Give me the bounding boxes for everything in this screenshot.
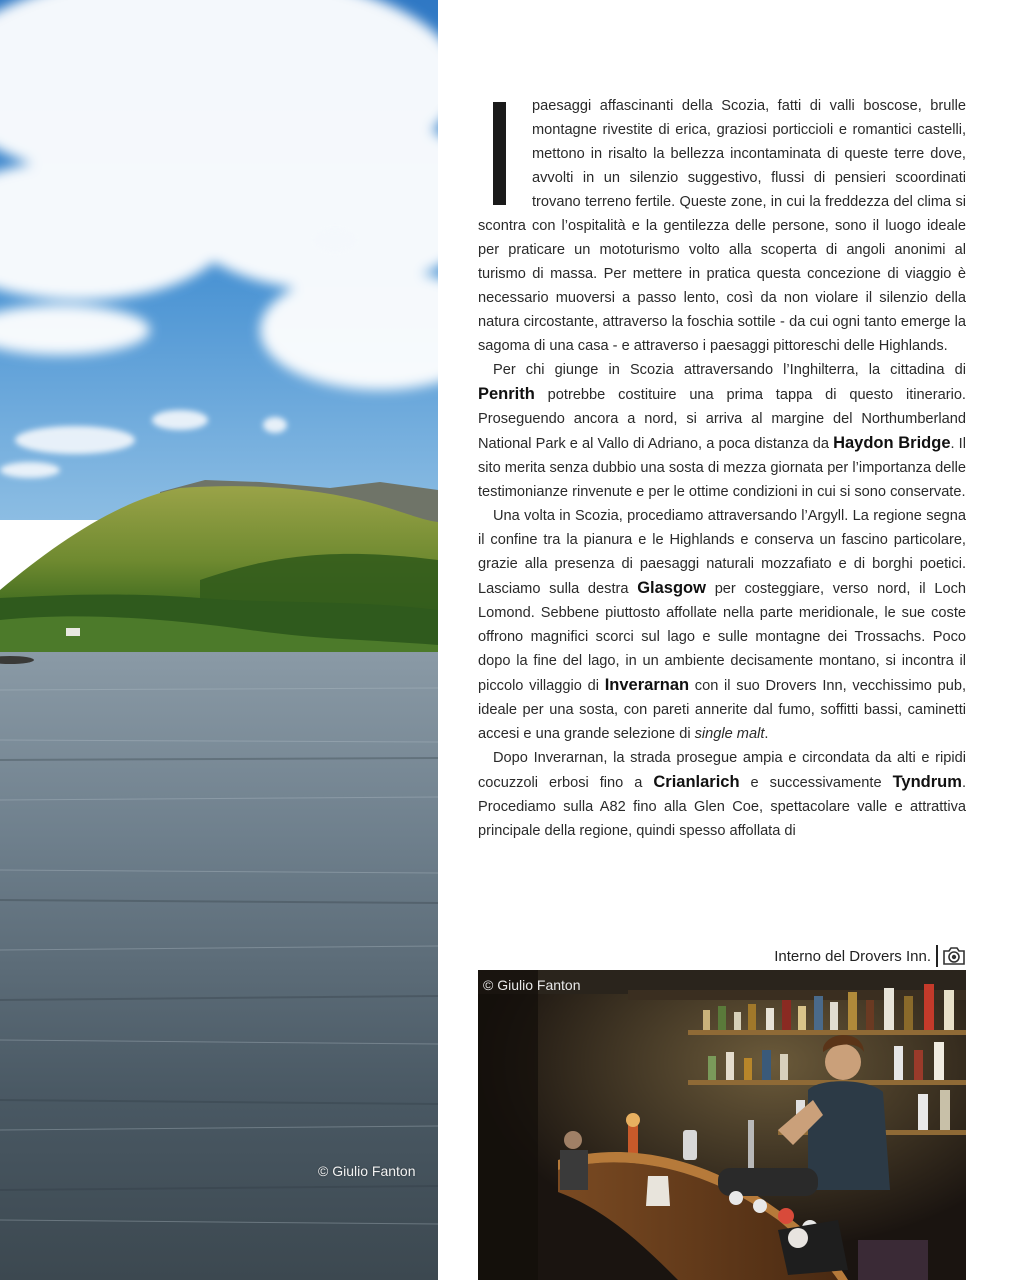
article-paragraph: paesaggi affascinanti della Scozia, fatti di valli boscose, brulle montagne rivestite di erica, graziosi porticcioli e romantici castelli, mettono in risalto la bellezza incontaminata di queste terre dove, avvolti in un silenzio suggestivo, flussi di pensieri scoordinati trovano terreno fertile. Queste zone, in cui la freddezza del clima si scontra con l’ospitalità e la gentilezza delle persone, sono il luogo ideale per praticare un mototurismo volto alla scoperta di angoli anonimi al turismo di massa. Per mettere in pratica questa concezione di viaggio è necessario muoversi a passo lento, così da non violare il silenzio della natura circostante, attraverso la foschia sottile - da cui ogni tanto emerge la sagoma di una casa - e attraverso i paesaggi pittoreschi delle Highlands. <box>478 98 966 354</box>
dropcap-letter <box>493 102 506 205</box>
caption-divider <box>936 945 938 967</box>
caption-text: Interno del Drovers Inn. <box>774 948 931 965</box>
article-body <box>478 94 966 843</box>
photo-credit-left: © Giulio Fanton <box>318 1163 416 1179</box>
article-paragraph: Dopo Inverarnan, la strada prosegue ampia e circondata da alti e ripidi cocuzzoli erbosi fino a Crianlarich e successivamente Tyndrum. Procediamo sulla A82 fino alla Glen Coe, spettacolare valle e attrattiva principale della regione, quindi spesso affollata di <box>478 750 966 839</box>
place-name: Haydon Bridge <box>833 434 951 452</box>
place-name: Crianlarich <box>653 773 740 791</box>
place-name: Tyndrum <box>892 773 962 791</box>
place-name: Inverarnan <box>604 676 690 694</box>
camera-icon <box>942 946 966 966</box>
place-name: Glasgow <box>637 579 706 597</box>
landscape-photo <box>0 0 438 1280</box>
pub-interior-photo <box>478 970 966 1280</box>
photo-credit-right: © Giulio Fanton <box>483 977 581 993</box>
photo-caption <box>700 945 966 969</box>
place-name: Penrith <box>478 385 535 403</box>
article-paragraph: Una volta in Scozia, procediamo attraversando l’Argyll. La regione segna il confine tra la pianura e le Highlands e conserva un fascino particolare, grazie alla presenza di paesaggi naturali mozzafiato e di borghi poetici. Lasciamo sulla destra Glasgow per costeggiare, verso nord, il Loch Lomond. Sebbene piuttosto affollate nella parte meridionale, le sue coste offrono magnifici scorci sul lago e sulle montagne dei Trossachs. Poco dopo la fine del lago, in un ambiente decisamente montano, si incontra il piccolo villaggio di Inverarnan con il suo Drovers Inn, vecchissimo pub, ideale per una sosta, con pareti annerite dal fumo, soffitti bassi, caminetti accesi e una grande selezione di single malt. <box>478 508 967 742</box>
article-paragraph: Per chi giunge in Scozia attraversando l’Inghilterra, la cittadina di Penrith potrebbe costituire una prima tappa di questo itinerario. Proseguendo ancora a nord, si arriva al margine del Northumberland National Park e al Vallo di Adriano, a poca distanza da Haydon Bridge. Il sito merita senza dubbio una sosta di mezza giornata per l’importanza delle testimonianze rinvenute e per le ottime condizioni in cui si sono conservate. <box>478 362 966 500</box>
